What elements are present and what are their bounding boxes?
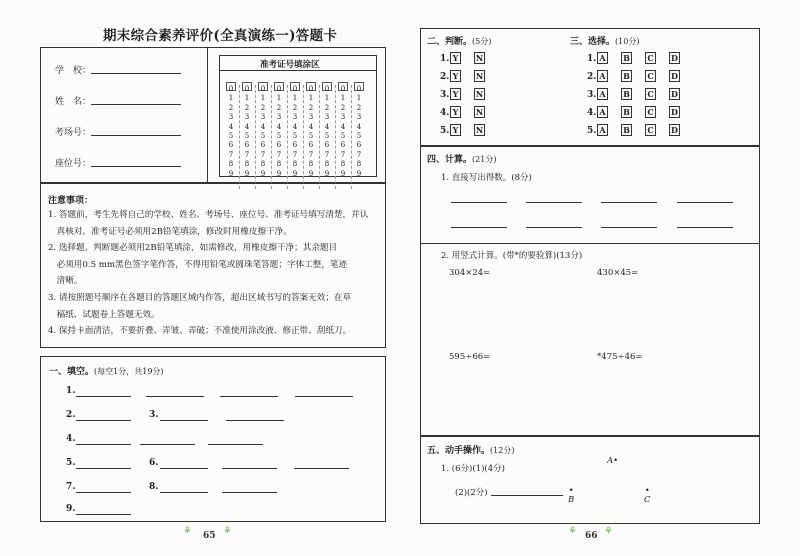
calc-q2-label: 2. 用竖式计算。(带*的要验算)(13分) xyxy=(441,251,583,261)
field-room-input[interactable] xyxy=(91,135,181,136)
answer-blank[interactable] xyxy=(601,227,657,228)
page-number-right: 66 xyxy=(585,531,598,541)
section-fill-blank xyxy=(40,356,386,522)
calc-q1-label: 1. 直接写出得数。(8分) xyxy=(441,173,532,183)
fill-q5: 5. xyxy=(66,458,76,468)
fill-blank[interactable] xyxy=(140,444,195,445)
judge-row[interactable]: 5. Y N xyxy=(440,125,484,136)
answer-blank[interactable] xyxy=(601,202,657,203)
answer-blank[interactable] xyxy=(677,202,733,203)
expr-1: 304×24= xyxy=(449,268,491,278)
fill-blank[interactable] xyxy=(295,396,353,397)
ops-q2-label: (2)(2分) xyxy=(455,488,488,498)
answer-blank[interactable] xyxy=(451,202,507,203)
tree-icon: ⚘ xyxy=(183,526,192,537)
ops-title: 五、动手操作。(12分) xyxy=(427,446,515,456)
choice-row[interactable]: 3. A B C D xyxy=(587,88,693,100)
judge-row[interactable]: 4. Y N xyxy=(440,107,484,118)
fill-q4: 4. xyxy=(66,434,76,444)
tree-icon: ⚘ xyxy=(604,526,613,537)
fill-blank[interactable] xyxy=(220,396,278,397)
fill-blank[interactable] xyxy=(226,420,284,421)
tree-icon: ⚘ xyxy=(223,526,232,537)
field-seat-input[interactable] xyxy=(91,166,181,167)
note-line: 清晰。 xyxy=(48,276,83,287)
point-a: A• xyxy=(607,456,619,466)
fill-blank[interactable] xyxy=(222,492,277,493)
answer-blank[interactable] xyxy=(526,227,582,228)
fill-blank[interactable] xyxy=(222,468,277,469)
notes-title: 注意事项： xyxy=(48,196,94,206)
fill-q7: 7. xyxy=(66,482,76,492)
field-seat-label: 座位号： xyxy=(55,159,92,169)
field-school-input[interactable] xyxy=(91,73,181,74)
fill-q3: 3. xyxy=(149,410,159,420)
tree-icon: ⚘ xyxy=(568,526,577,537)
page-title: 期末综合素养评价(全真演练一)答题卡 xyxy=(103,28,338,44)
calc-title: 四、计算。(21分) xyxy=(427,155,497,165)
fill-blank[interactable] xyxy=(160,420,208,421)
note-line: 1. 答题前，考生先将自己的学校、姓名、考场号、座位号、准考证号填写清楚，并认 xyxy=(48,210,369,220)
fill-q2: 2. xyxy=(66,410,76,420)
note-line: 真核对。准考证号必须用2B铅笔填涂，修改时用橡皮擦干净。 xyxy=(48,226,292,237)
note-line: 2. 选择题，判断题必须用2B铅笔填涂，如需修改，用橡皮擦干净；其余题目 xyxy=(48,243,338,254)
fill-q9: 9. xyxy=(66,504,76,514)
exam-number-grid xyxy=(219,55,377,177)
point-b: • B xyxy=(568,486,575,505)
answer-blank[interactable] xyxy=(526,202,582,203)
fill-q8: 8. xyxy=(149,482,159,492)
fill-blank[interactable] xyxy=(76,468,131,469)
choice-row[interactable]: 4. A B C D xyxy=(587,106,693,118)
expr-2: 430×45= xyxy=(597,268,639,278)
field-name-label: 姓 名： xyxy=(55,97,92,107)
ops-q1-label: 1. (6分)(1)(4分) xyxy=(441,464,505,474)
fill-blank[interactable] xyxy=(160,468,208,469)
page-number-left: 65 xyxy=(203,531,216,541)
info-divider xyxy=(207,47,208,183)
answer-blank[interactable] xyxy=(491,495,563,496)
choice-title: 三、选择。(10分) xyxy=(570,37,640,47)
choice-row[interactable]: 2. A B C D xyxy=(587,70,693,82)
fill-blank[interactable] xyxy=(76,396,131,397)
fill-blank[interactable] xyxy=(76,492,131,493)
fill-blank[interactable] xyxy=(76,514,131,515)
note-line: 3. 请按照题号顺序在各题目的答题区域内作答，超出区域书写的答案无效；在草 xyxy=(48,292,352,303)
exam-number-title: 准考证号填涂区 xyxy=(260,60,320,70)
choice-row[interactable]: 1. A B C D xyxy=(587,52,693,64)
expr-4: *475÷46= xyxy=(597,352,643,362)
expr-3: 595÷66= xyxy=(449,352,491,362)
calc-divider xyxy=(420,243,760,244)
exam-number-bubbles[interactable]: 0 1 2 3 4 5 6 7 8 9 0 1 2 3 4 5 6 7 8 9 0 1 2 3 4 5 6 7 8 9 0 1 2 3 4 5 6 7 8 9 0 1 2 3 4 5 6 7 8 9 0 1 2 3 4 5 6 7 8 9 0 1 2 3 4 5 6 7 8 9 0 1 2 3 4 5 6 7 8 9 0 1 2 3 4 5 6 7 8 9 xyxy=(220,85,376,185)
note-line: 必须用0.5 mm黑色签字笔作答，不得用铅笔或圆珠笔答题；字体工整，笔迹 xyxy=(48,259,348,270)
field-name-input[interactable] xyxy=(91,104,181,105)
answer-blank[interactable] xyxy=(677,227,733,228)
section-calc xyxy=(420,146,760,436)
judge-row[interactable]: 2. Y N xyxy=(440,71,484,82)
judge-title: 二、判断。(5分) xyxy=(427,37,492,47)
note-line: 稿纸、试题卷上答题无效。 xyxy=(48,309,160,320)
judge-row[interactable]: 1. Y N xyxy=(440,53,484,64)
field-room-label: 考场号： xyxy=(55,128,92,138)
answer-blank[interactable] xyxy=(451,227,507,228)
fill-blank[interactable] xyxy=(294,468,349,469)
fill-q6: 6. xyxy=(149,458,159,468)
point-c: • C xyxy=(644,486,651,505)
choice-row[interactable]: 5. A B C D xyxy=(587,124,693,136)
fill-q1: 1. xyxy=(66,386,76,396)
notes-list xyxy=(48,207,368,340)
fill-blank[interactable] xyxy=(160,492,208,493)
judge-row[interactable]: 3. Y N xyxy=(440,89,484,100)
fill-blank[interactable] xyxy=(146,396,204,397)
fill-blank[interactable] xyxy=(208,444,263,445)
fill-blank[interactable] xyxy=(76,420,131,421)
fill-blank[interactable] xyxy=(76,444,131,445)
section-fill-title: 一、填空。(每空1分，共19分) xyxy=(49,367,164,377)
field-school-label: 学 校： xyxy=(55,66,92,76)
note-line: 4. 保持卡面清洁，不要折叠、弄皱、弄破；不准使用涂改液、修正带、刮纸刀。 xyxy=(48,326,352,337)
